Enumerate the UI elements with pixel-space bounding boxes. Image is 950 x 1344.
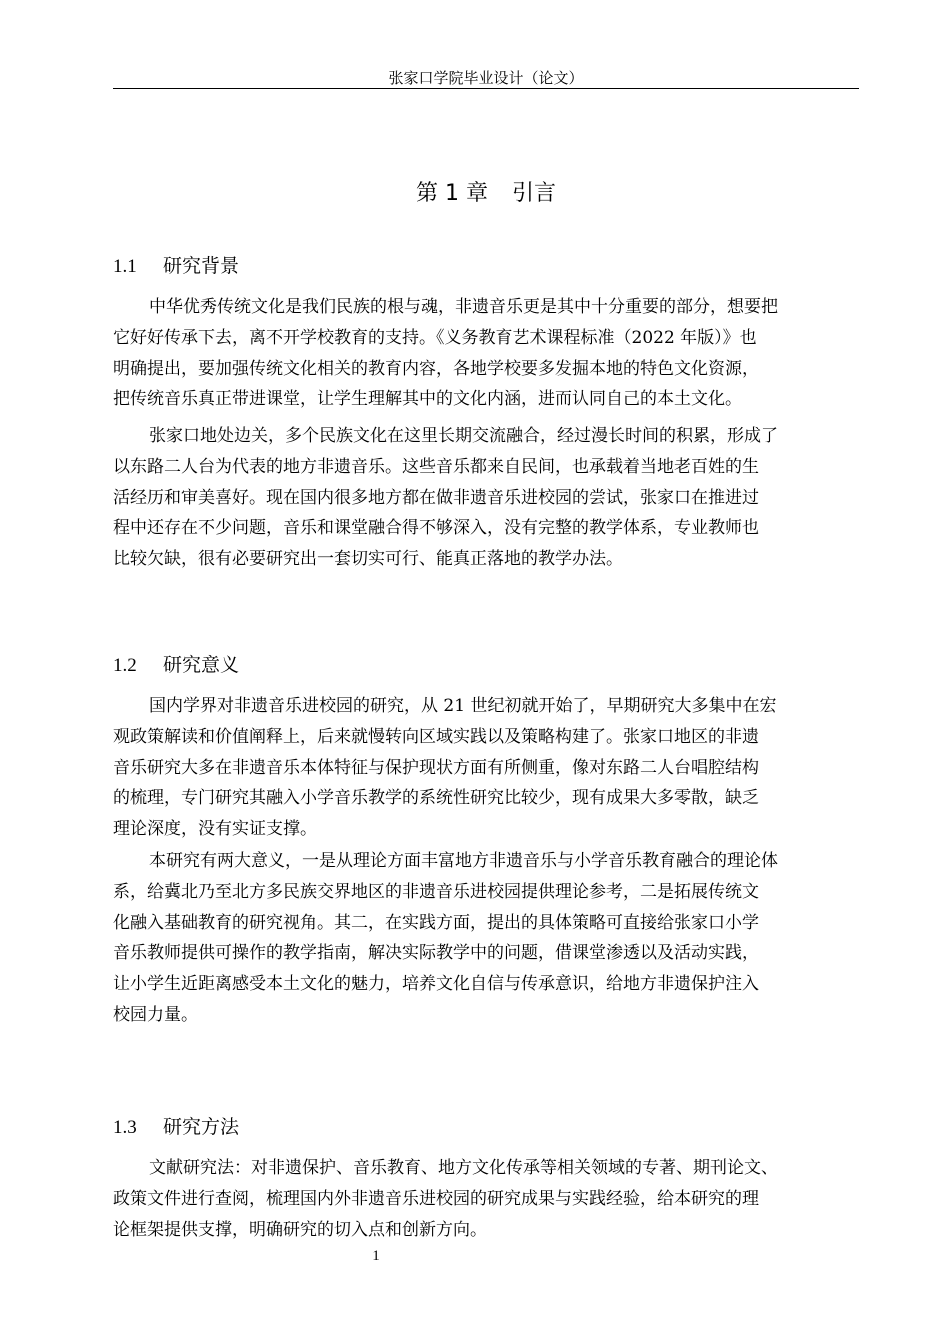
text-line: 国内学界对非遗音乐进校园的研究，从 21 世纪初就开始了，早期研究大多集中在宏 <box>149 696 777 716</box>
text-line: 程中还存在不少问题，音乐和课堂融合得不够深入，没有完整的教学体系，专业教师也 <box>113 518 759 539</box>
section-number: 1.1 <box>113 256 137 277</box>
text-line: 音乐研究大多在非遗音乐本体特征与保护现状方面有所侧重，像对东路二人台唱腔结构 <box>113 757 759 778</box>
text-line: 的梳理，专门研究其融入小学音乐教学的系统性研究比较少，现有成果大多零散，缺乏 <box>113 788 759 809</box>
section-heading-1-2 <box>113 651 239 680</box>
text-line: 它好好传承下去，离不开学校教育的支持。《义务教育艺术课程标准（2022 年版）》也 <box>113 327 757 348</box>
section-heading-1-1 <box>113 252 239 281</box>
paragraph-background-2 <box>113 421 859 575</box>
text-line: 活经历和审美喜好。现在国内很多地方都在做非遗音乐进校园的尝试，张家口在推进过 <box>113 487 759 508</box>
chapter-name: 引言 <box>511 181 556 206</box>
paragraph-significance-2 <box>113 846 859 1031</box>
paragraph-background-1 <box>113 292 859 415</box>
section-title: 研究方法 <box>163 1116 240 1138</box>
text-line: 让小学生近距离感受本土文化的魅力，培养文化自信与传承意识，给地方非遗保护注入 <box>113 974 759 995</box>
paragraph-significance-1 <box>113 691 859 845</box>
text-line: 论框架提供支撑，明确研究的切入点和创新方向。 <box>113 1219 487 1240</box>
text-line: 张家口地处边关，多个民族文化在这里长期交流融合，经过漫长时间的积累，形成了 <box>149 426 778 446</box>
text-line: 校园力量。 <box>113 1004 198 1025</box>
section-heading-1-3 <box>113 1113 239 1142</box>
paragraph-methods-1 <box>113 1153 859 1245</box>
section-title: 研究意义 <box>163 654 240 676</box>
text-line: 音乐教师提供可操作的教学指南，解决实际教学中的问题，借课堂渗透以及活动实践， <box>113 943 759 964</box>
text-line: 化融入基础教育的研究视角。其二，在实践方面，提出的具体策略可直接给张家口小学 <box>113 912 759 933</box>
section-number: 1.2 <box>113 655 137 676</box>
text-line: 系，给冀北乃至北方多民族交界地区的非遗音乐进校园提供理论参考，二是拓展传统文 <box>113 881 759 902</box>
running-header: 张家口学院毕业设计（论文） <box>388 69 584 87</box>
header-rule <box>113 88 859 89</box>
text-line: 中华优秀传统文化是我们民族的根与魂，非遗音乐更是其中十分重要的部分，想要把 <box>149 297 778 317</box>
text-line: 以东路二人台为代表的地方非遗音乐。这些音乐都来自民间，也承载着当地老百姓的生 <box>113 456 759 477</box>
section-number: 1.3 <box>113 1117 137 1138</box>
text-line: 理论深度，没有实证支撑。 <box>113 819 317 840</box>
text-line: 政策文件进行查阅，梳理国内外非遗音乐进校园的研究成果与实践经验，给本研究的理 <box>113 1188 759 1209</box>
text-line: 观政策解读和价值阐释上，后来就慢转向区域实践以及策略构建了。张家口地区的非遗 <box>113 726 759 747</box>
text-line: 本研究有两大意义，一是从理论方面丰富地方非遗音乐与小学音乐教育融合的理论体 <box>149 851 778 871</box>
page-number: 1 <box>372 1248 380 1264</box>
chapter-title <box>113 178 859 210</box>
text-line: 比较欠缺，很有必要研究出一套切实可行、能真正落地的教学办法。 <box>113 549 623 570</box>
text-line: 把传统音乐真正带进课堂，让学生理解其中的文化内涵，进而认同自己的本土文化。 <box>113 389 742 410</box>
section-title: 研究背景 <box>163 255 240 277</box>
chapter-number: 第 1 章 <box>416 181 488 206</box>
text-line: 明确提出，要加强传统文化相关的教育内容，各地学校要多发掘本地的特色文化资源， <box>113 358 759 379</box>
text-line: 文献研究法：对非遗保护、音乐教育、地方文化传承等相关领域的专著、期刊论文、 <box>149 1158 778 1178</box>
